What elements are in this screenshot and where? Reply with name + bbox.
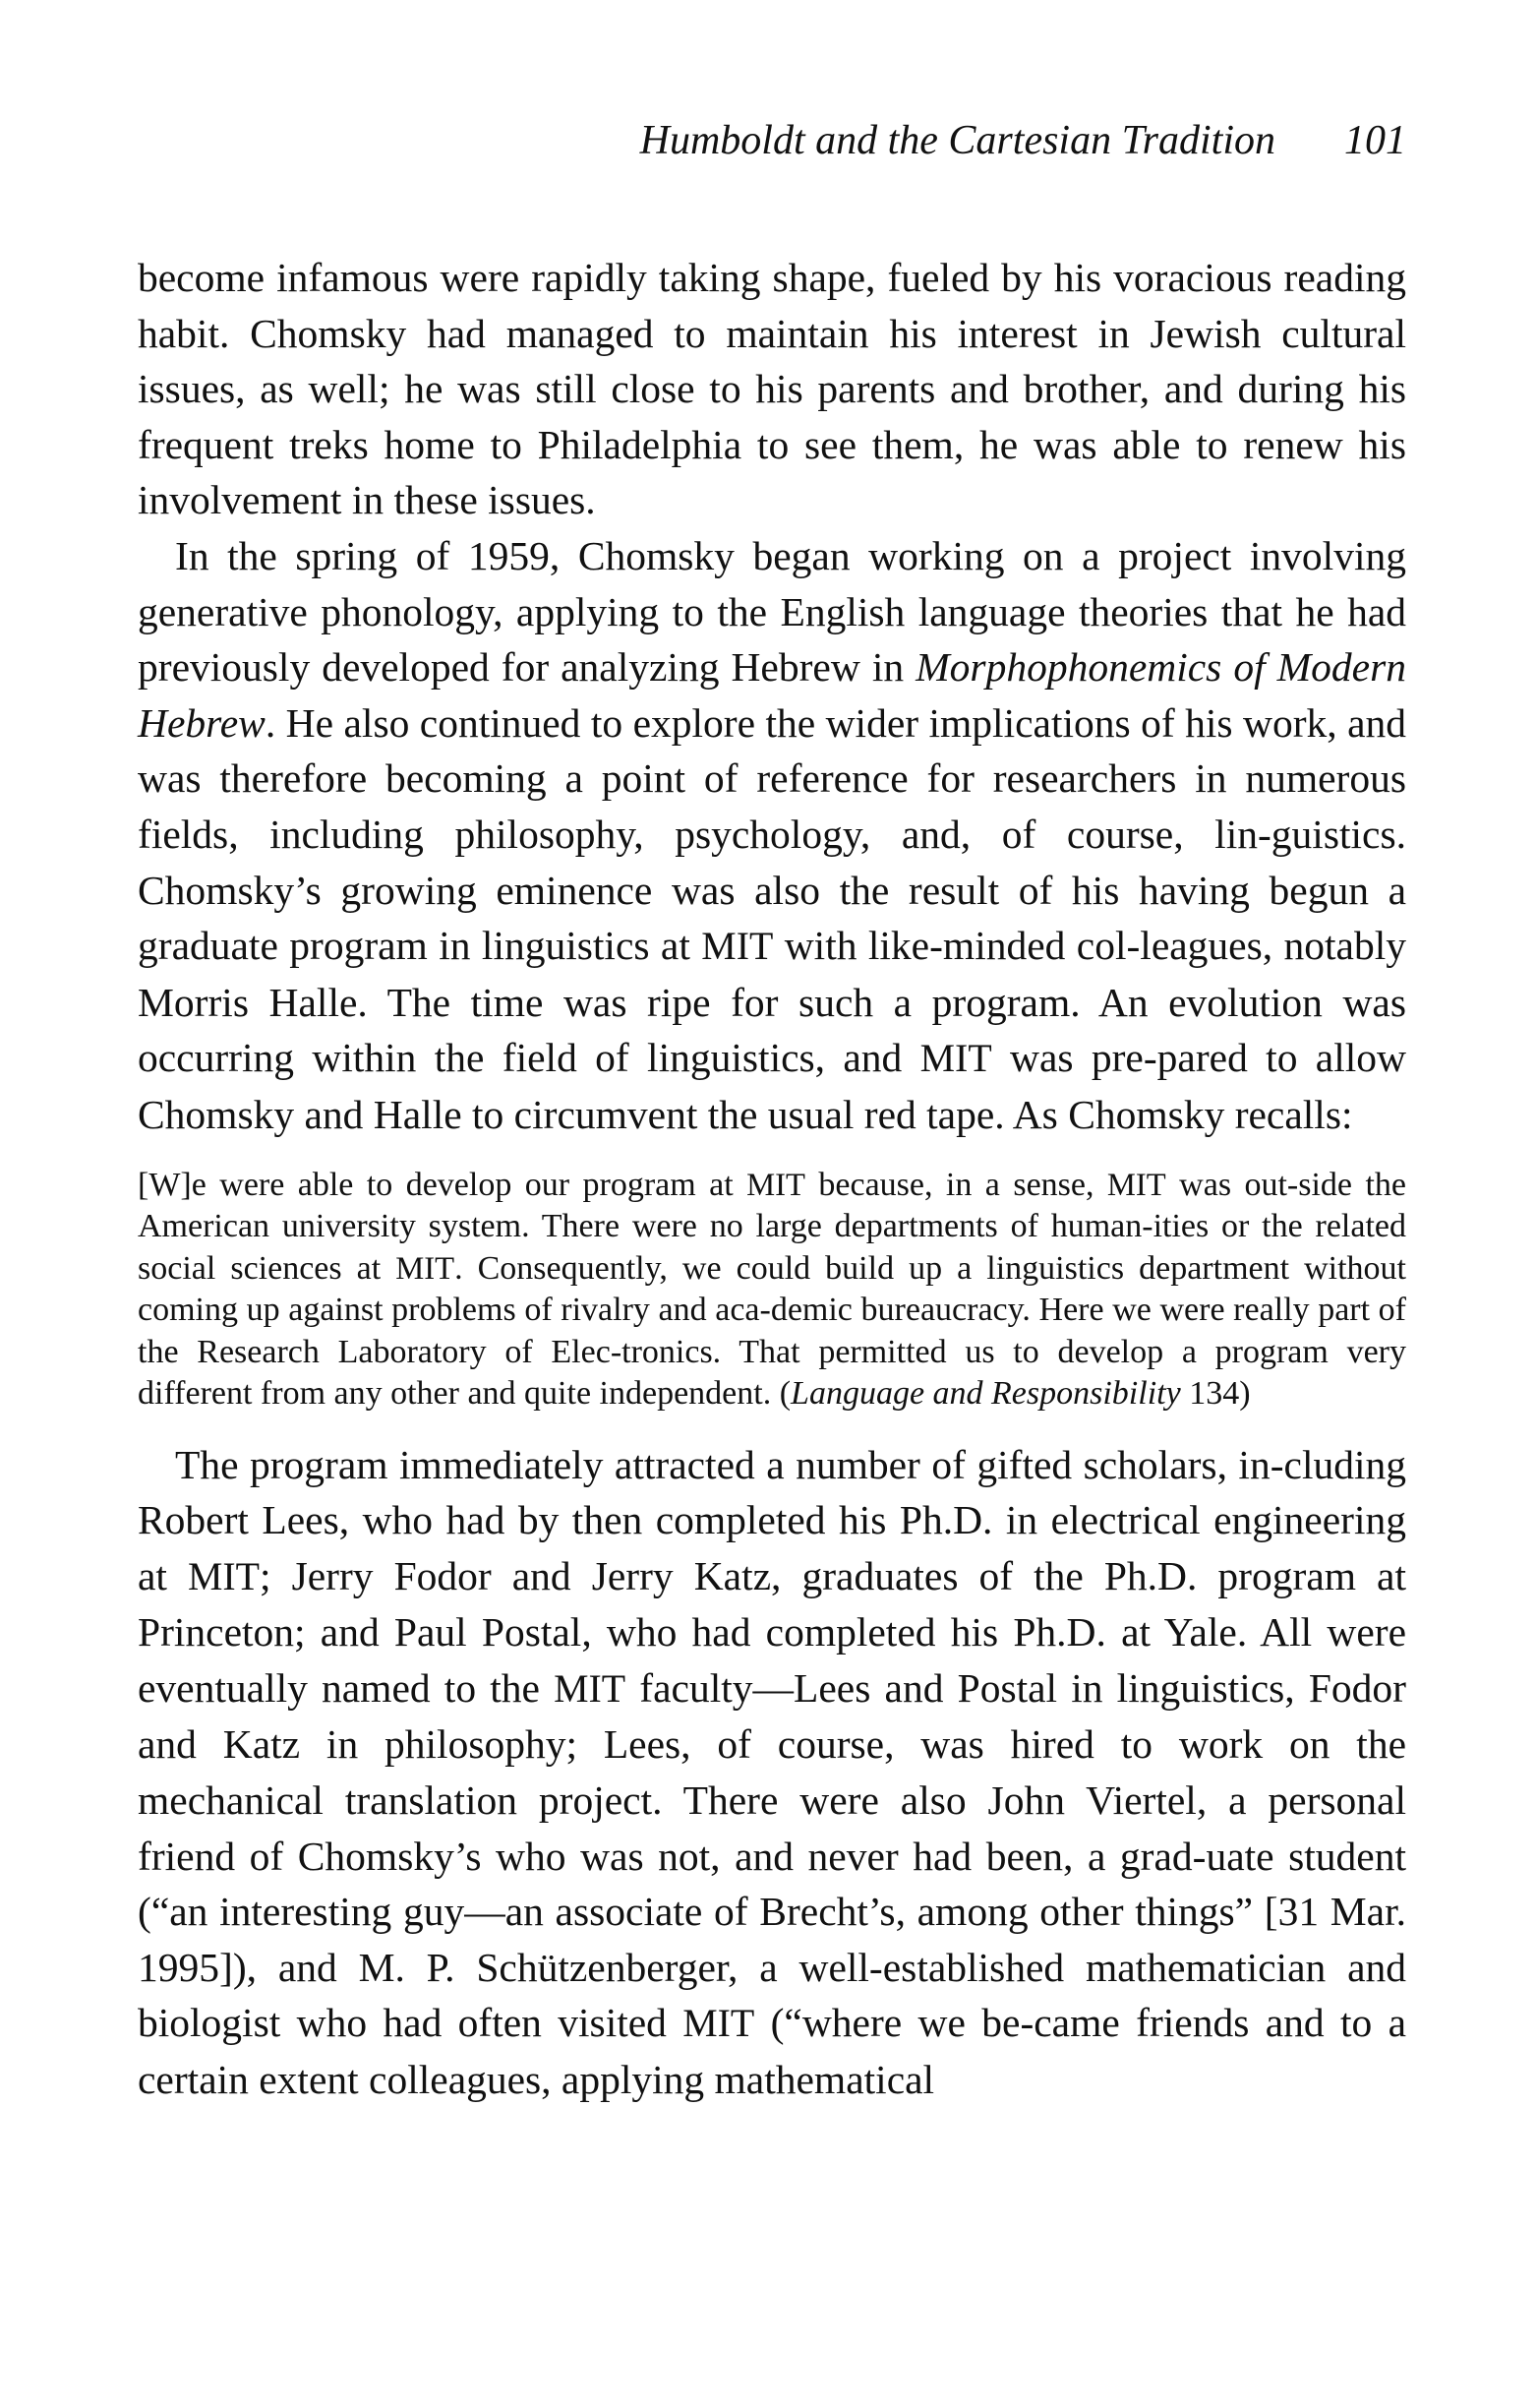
mit-small-caps: MIT bbox=[919, 1036, 992, 1081]
body-text bbox=[138, 250, 1406, 2108]
paragraph-2-text-c: with like-minded col-leagues, notably Morris Halle. The time was ripe for such a program. An evolution was occurring within the field of linguistics, and bbox=[138, 923, 1406, 1081]
mit-small-caps: MIT bbox=[746, 1167, 805, 1203]
mit-small-caps: MIT bbox=[1106, 1167, 1166, 1203]
paragraph-3 bbox=[138, 1437, 1406, 2108]
page-number: 101 bbox=[1344, 118, 1406, 163]
quote-text-e: 134) bbox=[1180, 1375, 1251, 1412]
quote-text-b: because, in a sense, bbox=[804, 1166, 1107, 1203]
mit-small-caps: MIT bbox=[395, 1250, 455, 1287]
paragraph-3-text-b: ; Jerry Fodor and Jerry Katz, graduates of the Ph.D. program at Princeton; and Paul Postal, who had completed his Ph.D. at Yale. All were eventually named to the bbox=[138, 1552, 1407, 1711]
mit-small-caps: MIT bbox=[188, 1553, 261, 1598]
quote-text-a: [W]e were able to develop our program at bbox=[138, 1166, 747, 1203]
paragraph-1 bbox=[138, 250, 1406, 528]
paragraph-1-text: become infamous were rapidly taking shape, fueled by his voracious reading habit. Chomsky had managed to maintain his interest in Jewish cultural issues, as well; he was still close to his parents and brother, and during his frequent treks home to Philadelphia to see them, he was able to renew his involvement in these issues. bbox=[138, 255, 1406, 523]
running-header bbox=[138, 116, 1406, 165]
citation-title: Language and Responsibility bbox=[791, 1375, 1181, 1412]
quote-text-c: was out-side the American university system. There were no large departments of human-ities or the related social sciences at bbox=[138, 1166, 1406, 1287]
paragraph-2-text-d: was pre-pared to allow Chomsky and Halle to circumvent the usual red tape. As Chomsky recalls: bbox=[138, 1035, 1406, 1137]
paragraph-3-text-a: The program immediately attracted a number of gifted scholars, in-cluding Robert Lees, who had by then completed his Ph.D. in electrical engineering at bbox=[138, 1441, 1406, 1598]
paragraph-2 bbox=[138, 528, 1406, 1143]
paragraph-3-text-d: (“where we be-came friends and to a certain extent colleagues, applying mathematical bbox=[138, 2000, 1406, 2103]
book-title-morphophonemics: Morphophonemics of Modern Hebrew bbox=[138, 644, 1406, 746]
block-quote bbox=[138, 1165, 1406, 1415]
paragraph-2-text-b: . He also continued to explore the wider implications of his work, and was therefore becoming a point of reference for researchers in numerous fields, including philosophy, psychology, and, of course, lin-guistics. Chomsky’s growing eminence was also the result of his having begun a graduate program in linguistics at bbox=[138, 699, 1406, 969]
mit-small-caps: MIT bbox=[554, 1665, 626, 1711]
quote-text-d: . Consequently, we could build up a linguistics department without coming up against problems of rivalry and aca-demic bureaucracy. Here we were really part of the Research Laboratory of Elec-tronics. That permitted us to develop a program very different from any other and quite independent. ( bbox=[138, 1249, 1406, 1412]
mit-small-caps: MIT bbox=[682, 2001, 755, 2046]
running-title: Humboldt and the Cartesian Tradition bbox=[639, 118, 1275, 163]
paragraph-2-text-a: In the spring of 1959, Chomsky began working on a project involving generative phonology, applying to the English language theories that he had previously developed for analyzing Hebrew in bbox=[138, 532, 1406, 691]
paragraph-3-text-c: faculty—Lees and Postal in linguistics, Fodor and Katz in philosophy; Lees, of course, was hired to work on the mechanical translation project. There were also John Viertel, a personal friend of Chomsky’s who was not, and never had been, a grad-uate student (“an interesting guy—an associate of Brecht’s, among other things” [31 Mar. 1995]), and M. P. Schützenberger, a well-established mathematician and biologist who had often visited bbox=[138, 1664, 1406, 2046]
mit-small-caps: MIT bbox=[701, 924, 774, 969]
